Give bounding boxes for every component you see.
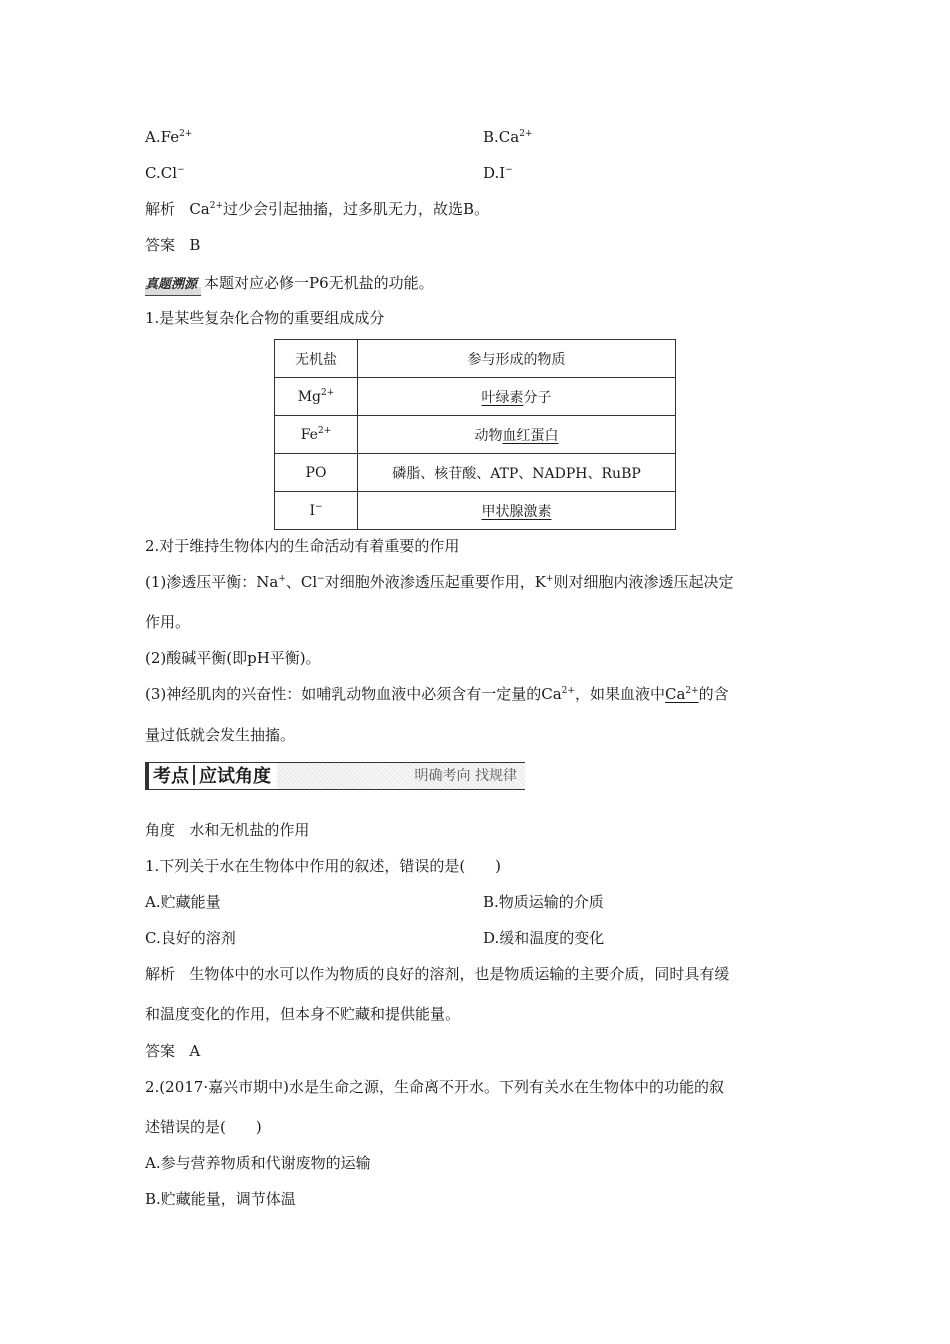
analysis-prev: 解析 $Ca^{2+}$过少会引起抽搐，过多肌无力，故选B。	[145, 200, 490, 218]
point-2-1: (1)渗透压平衡：Na+、Cl−对细胞外液渗透压起重要作用，K+则对细胞内液渗透压起决定	[145, 573, 734, 591]
salt-table	[274, 339, 676, 530]
substance-cell: 甲状腺激素	[358, 492, 676, 530]
table-row	[275, 492, 676, 530]
q1-answer: 答案 A	[145, 1042, 201, 1060]
ion-cell: PO	[275, 454, 358, 492]
substance-cell: 动物血红蛋白	[358, 416, 676, 454]
question-2-stem: 2.(2017·嘉兴市期中)水是生命之源，生命离不开水。下列有关水在生物体中的功能的叙	[145, 1078, 724, 1096]
point-2-1-cont: 作用。	[145, 613, 191, 631]
q1-option-b: B.物质运输的介质	[483, 893, 604, 911]
point-2-title: 2.对于维持生物体内的生命活动有着重要的作用	[145, 537, 460, 555]
point-1: 1.是某些复杂化合物的重要组成成分	[145, 309, 385, 327]
q1-option-c: C.良好的溶剂	[145, 929, 236, 947]
option-d: D.I−	[483, 164, 513, 182]
table-row	[275, 378, 676, 416]
q1-analysis-cont: 和温度变化的作用，但本身不贮藏和提供能量。	[145, 1005, 461, 1023]
source-tag: 真题溯源	[145, 275, 201, 296]
substance-cell: 叶绿素分子	[358, 378, 676, 416]
option-a: $A.Fe^{2+}$	[145, 128, 193, 146]
ion-cell: $Fe^{2+}$	[275, 416, 358, 454]
question-1-stem: 1.下列关于水在生物体中作用的叙述，错误的是( )	[145, 857, 502, 875]
table-row	[275, 454, 676, 492]
table-header: 无机盐	[275, 340, 358, 378]
table-header: 参与形成的物质	[358, 340, 676, 378]
option-b: $B.Ca^{2+}$	[483, 128, 533, 146]
question-2-stem-cont: 述错误的是( )	[145, 1118, 262, 1136]
section-banner	[145, 762, 525, 790]
ion-cell: $Mg^{2+}$	[275, 378, 358, 416]
point-2-3: (3)神经肌肉的兴奋性：如哺乳动物血液中必须含有一定量的$Ca^{2+}$，如果血液中$Ca^{2+}$的含	[145, 685, 729, 703]
substance-cell: 磷脂、核苷酸、ATP、NADPH、RuBP	[358, 454, 676, 492]
answer-prev: 答案 B	[145, 236, 201, 254]
q2-option-a: A.参与营养物质和代谢废物的运输	[145, 1154, 371, 1172]
angle-heading: 角度 水和无机盐的作用	[145, 821, 310, 839]
point-2-2: (2)酸碱平衡(即pH平衡)。	[145, 649, 321, 667]
option-c: C.Cl−	[145, 164, 185, 182]
source-note: 真题溯源 本题对应必修一P6无机盐的功能。	[145, 273, 434, 296]
point-2-3-cont: 量过低就会发生抽搐。	[145, 726, 296, 744]
ion-cell: I−	[275, 492, 358, 530]
q1-option-d: D.缓和温度的变化	[483, 929, 605, 947]
q2-option-b: B.贮藏能量，调节体温	[145, 1190, 296, 1208]
q1-analysis: 解析 生物体中的水可以作为物质的良好的溶剂，也是物质运输的主要介质，同时具有缓	[145, 965, 730, 983]
table-header-row	[275, 340, 676, 378]
table-row	[275, 416, 676, 454]
banner-left: 考点 应试角度	[145, 762, 277, 790]
q1-option-a: A.贮藏能量	[145, 893, 221, 911]
banner-right: 明确考向 找规律	[277, 762, 525, 790]
